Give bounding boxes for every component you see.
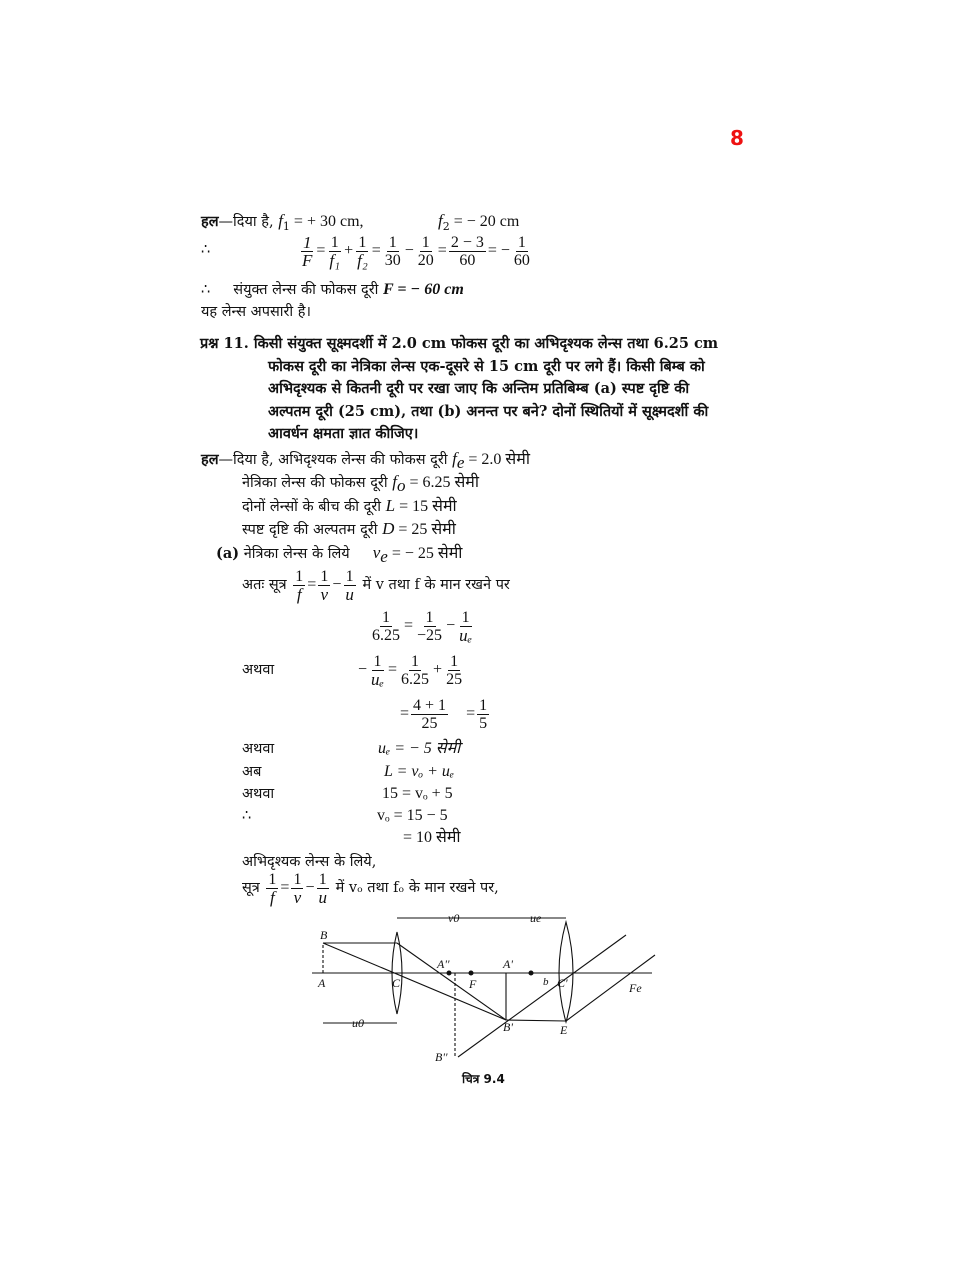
formula-line-2: सूत्र $\frac{1}{f}$ = $\frac{1}{v}$ − $\frac{1}{u}$ में vₒ तथा fₒ के मान रखने पर, bbox=[242, 870, 499, 907]
num: 2 − 3 bbox=[450, 233, 484, 251]
D-value: = 25 सेमी bbox=[394, 521, 456, 538]
ve-symbol: v bbox=[372, 543, 381, 562]
fo-text: नेत्रिका लेन्स की फोकस दूरी bbox=[242, 475, 388, 491]
den: u bbox=[318, 887, 327, 907]
den: 25 bbox=[421, 714, 438, 732]
num: 4 + 1 bbox=[413, 696, 447, 714]
formula-pre: अतः सूत्र bbox=[242, 577, 287, 593]
label-E: E bbox=[560, 1023, 568, 1037]
den: 6.25 bbox=[372, 626, 400, 644]
label-b: b bbox=[543, 976, 549, 988]
row-label: ∴ bbox=[242, 808, 252, 824]
f1-symbol: f bbox=[278, 211, 283, 230]
question-line: किसी संयुक्त सूक्ष्मदर्शी में 2.0 cm फोकस दूरी का अभिदृश्यक लेन्स तथा 6.25 cm bbox=[253, 335, 719, 352]
question-line: आवर्धन क्षमता ज्ञात कीजिए। bbox=[268, 425, 419, 442]
D-symbol: D bbox=[382, 519, 395, 538]
lens-formula-equation: $\frac{1}{F}$ = $\frac{1}{\text{f₁}}$ + $\frac{1}{\text{f₂}}$ = $\frac{1}{30}$ − $\frac{1}{20}$ = $\frac{2 - 3}{60}$ = − $\frac{1}{60}$ bbox=[302, 232, 530, 270]
num: 1 bbox=[388, 233, 397, 251]
num: 1 bbox=[318, 870, 327, 888]
ray bbox=[506, 1020, 566, 1021]
label-u0: u0 bbox=[352, 1016, 364, 1030]
fo-value: = 6.25 सेमी bbox=[405, 474, 479, 491]
eyepiece-lens bbox=[559, 922, 573, 1022]
result-value: F = − 60 cm bbox=[383, 281, 464, 298]
den: −25 bbox=[417, 626, 443, 644]
den: f bbox=[296, 584, 302, 604]
label-Fe: Fe bbox=[629, 981, 642, 995]
den: uₑ bbox=[371, 669, 384, 689]
label-B: B bbox=[320, 928, 328, 942]
den: f₂ bbox=[357, 250, 368, 270]
den: v bbox=[320, 584, 329, 604]
fe-value: = 2.0 सेमी bbox=[464, 451, 530, 468]
label-C-prime: C' bbox=[557, 976, 568, 990]
num: 1 bbox=[421, 233, 430, 251]
num: 1 bbox=[358, 233, 367, 251]
row-label: अथवा bbox=[242, 741, 275, 757]
den: 30 bbox=[384, 251, 401, 269]
given-text: —दिया है, bbox=[218, 214, 274, 230]
num: 1 bbox=[268, 870, 277, 888]
num: 1 bbox=[293, 870, 302, 888]
formula-pre: सूत्र bbox=[242, 880, 260, 896]
fe-symbol: f bbox=[452, 449, 457, 468]
question-label: प्रश्न 11. bbox=[200, 335, 249, 352]
fo-sub: o bbox=[396, 475, 406, 495]
part-a-text: नेत्रिका लेन्स के लिये bbox=[243, 546, 350, 562]
result-text: संयुक्त लेन्स की फोकस दूरी bbox=[233, 282, 379, 298]
fe-sub: e bbox=[456, 452, 465, 472]
question-11 bbox=[200, 333, 780, 446]
solution-given-D bbox=[242, 519, 456, 540]
fo-symbol: f bbox=[392, 472, 397, 491]
den: f₁ bbox=[329, 250, 341, 270]
den: 60 bbox=[459, 251, 476, 269]
solution-given-L bbox=[242, 496, 457, 517]
num: 1 bbox=[320, 567, 329, 585]
label-ue: ue bbox=[530, 911, 542, 925]
den: 5 bbox=[479, 714, 488, 732]
label-B-prime: B' bbox=[503, 1020, 513, 1034]
f2-symbol: f bbox=[438, 211, 443, 230]
combined-focal-length bbox=[201, 280, 464, 300]
question-line: अल्पतम दूरी (25 cm), तथा (b) अनन्त पर बने? दोनों स्थितियों में सूक्ष्मदर्शी की bbox=[268, 402, 709, 420]
part-a-label: (a) bbox=[216, 545, 240, 562]
focal-point bbox=[469, 971, 473, 975]
row-expr: = 10 सेमी bbox=[403, 829, 461, 846]
num: 1 bbox=[302, 232, 312, 252]
page-number: 8 bbox=[730, 126, 744, 150]
den: 20 bbox=[417, 251, 434, 269]
num: 1 bbox=[382, 608, 390, 626]
row-expr: L = vₒ + uₑ bbox=[384, 763, 455, 780]
D-text: स्पष्ट दृष्टि की अल्पतम दूरी bbox=[242, 522, 378, 538]
equation-step-1: $\frac{1}{6.25}$ = $\frac{1}{-25}$ − $\frac{1}{\text{uₑ}}$ bbox=[372, 608, 473, 645]
given-text: —दिया है, अभिदृश्यक लेन्स की फोकस दूरी bbox=[218, 452, 448, 468]
focal-point bbox=[447, 971, 451, 975]
question-line: फोकस दूरी का नेत्रिका लेन्स एक-दूसरे से 15 cm दूरी पर लगे हैं। किसी बिम्ब को bbox=[268, 357, 705, 375]
f2-sub: 2 bbox=[442, 219, 450, 233]
ve-sub: e bbox=[380, 546, 388, 566]
row-expr: 15 = vₒ + 5 bbox=[382, 785, 453, 802]
ve-value: = − 25 सेमी bbox=[387, 545, 463, 562]
equation-step-3: = $\frac{4 + 1}{25}$ = $\frac{1}{5}$ bbox=[400, 696, 488, 732]
formula-line: अतः सूत्र $\frac{1}{f}$ = $\frac{1}{v}$ − $\frac{1}{u}$ में v तथा f के मान रखने पर bbox=[242, 567, 510, 604]
ray bbox=[323, 943, 506, 1020]
compound-microscope-ray-diagram bbox=[310, 910, 660, 1070]
athva-label: अथवा bbox=[242, 662, 275, 678]
label-A: A bbox=[318, 976, 326, 990]
num: 1 bbox=[461, 608, 470, 626]
question-line: अभिदृश्यक से कितनी दूरी पर रखा जाए कि अन्तिम प्रतिबिम्ब (a) स्पष्ट दृष्टि की bbox=[268, 380, 690, 397]
focal-point bbox=[529, 971, 533, 975]
den: 6.25 bbox=[401, 670, 430, 688]
den: f bbox=[270, 887, 275, 907]
den: F bbox=[302, 250, 313, 270]
solution-given-fo bbox=[242, 472, 479, 496]
therefore-symbol: ∴ bbox=[201, 282, 211, 298]
row-label: अब bbox=[242, 764, 262, 780]
formula-post: में v तथा f के मान रखने पर bbox=[362, 577, 510, 593]
num: 1 bbox=[373, 652, 382, 670]
row-expr: uₑ = − 5 सेमी bbox=[378, 740, 461, 757]
L-text: दोनों लेन्सों के बीच की दूरी bbox=[242, 499, 382, 515]
den: 25 bbox=[446, 670, 463, 688]
f1-value: = + 30 cm, bbox=[289, 213, 364, 230]
label-v0: v0 bbox=[448, 911, 460, 925]
den: v bbox=[293, 887, 302, 907]
label-B-double-prime: B'' bbox=[435, 1050, 448, 1064]
row-label: अथवा bbox=[242, 786, 275, 802]
label-F: F bbox=[469, 977, 477, 991]
num: 1 bbox=[517, 233, 526, 251]
objective-lens-text: अभिदृश्यक लेन्स के लिये, bbox=[242, 854, 377, 870]
row-expr: vₒ = 15 − 5 bbox=[377, 807, 448, 824]
ray bbox=[458, 935, 626, 1057]
num: 1 bbox=[450, 652, 459, 670]
part-a-heading bbox=[216, 543, 462, 567]
solution-label: हल bbox=[201, 451, 219, 468]
num: 1 bbox=[295, 567, 304, 585]
conclusion-text: यह लेन्स अपसारी है। bbox=[201, 304, 311, 320]
num: 1 bbox=[345, 567, 354, 585]
formula-post: में vₒ तथा fₒ के मान रखने पर, bbox=[335, 880, 499, 896]
f2-value: = − 20 cm bbox=[449, 213, 520, 230]
label-A-prime: A' bbox=[503, 957, 513, 971]
solution-given-fe bbox=[201, 449, 530, 473]
f1-sub: 1 bbox=[282, 219, 290, 233]
num: 1 bbox=[411, 652, 420, 670]
den: 60 bbox=[513, 251, 530, 269]
figure-caption: चित्र 9.4 bbox=[462, 1072, 505, 1086]
label-A-double-prime: A'' bbox=[437, 957, 450, 971]
den: uₑ bbox=[459, 625, 473, 645]
num: 1 bbox=[330, 233, 339, 251]
num: 1 bbox=[479, 696, 488, 714]
equation-step-2: − $\frac{1}{\text{uₑ}}$ = $\frac{1}{6.25}$ + $\frac{1}{25}$ bbox=[358, 652, 463, 689]
label-C: C bbox=[392, 976, 401, 990]
L-symbol: L bbox=[385, 496, 396, 515]
den: u bbox=[345, 584, 354, 604]
L-value: = 15 सेमी bbox=[395, 498, 457, 515]
num: 1 bbox=[425, 608, 434, 626]
solution-label: हल bbox=[201, 213, 219, 230]
therefore-symbol: ∴ bbox=[201, 242, 211, 258]
